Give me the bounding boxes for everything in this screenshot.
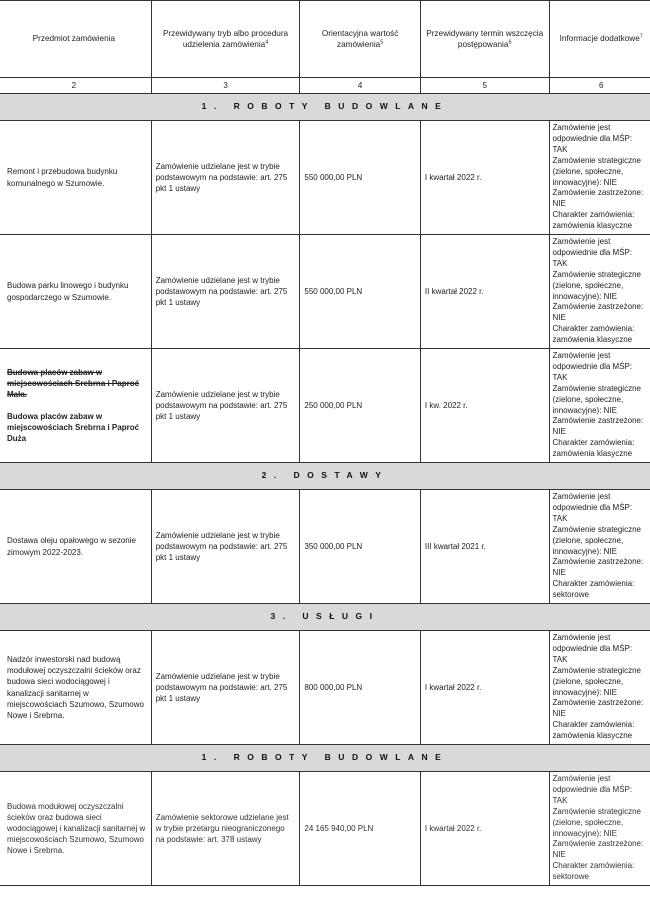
cell-term: I kw. 2022 r. [420, 349, 549, 463]
cell-term: I kwartał 2022 r. [420, 121, 549, 235]
info-line: Zamówienie strategiczne (zielone, społeczne, innowacyjne): NIE [552, 665, 641, 697]
cell-term: I kwartał 2022 r. [420, 772, 549, 886]
table-row [0, 235, 650, 349]
column-number: 3 [151, 78, 300, 94]
info-line: Zamówienie jest odpowiednie dla MŚP: TAK [552, 492, 633, 523]
cell-value: 24 165 940,00 PLN [300, 772, 421, 886]
info-line: Zamówienie zastrzeżone: NIE [552, 557, 644, 578]
column-number: 4 [300, 78, 421, 94]
info-line: Zamówienie strategiczne (zielone, społeczne, innowacyjne): NIE [552, 155, 641, 187]
info-line: Charakter zamówienia: zamówienia klasyczne [552, 720, 635, 740]
info-line: Zamówienie jest odpowiednie dla MŚP: TAK [552, 633, 633, 664]
table-row [0, 349, 650, 463]
column-number-row [0, 78, 650, 94]
table-row [0, 631, 650, 745]
table-row [0, 772, 650, 886]
cell-term: II kwartał 2022 r. [420, 235, 549, 349]
header-info: Informacje dodatkowe$^7$ [549, 1, 650, 78]
section-row [0, 604, 650, 631]
section-row [0, 745, 650, 772]
info-line: Zamówienie zastrzeżone: NIE [552, 188, 644, 209]
info-line: Zamówienie jest odpowiednie dla MŚP: TAK [552, 237, 633, 268]
cell-subject: Remont i przebudowa budynku komunalnego w Szumowie. [0, 121, 151, 235]
info-line: Zamówienie strategiczne (zielone, społeczne, innowacyjne): NIE [552, 383, 641, 415]
info-line: Zamówienie zastrzeżone: NIE [552, 698, 644, 719]
column-number: 5 [420, 78, 549, 94]
cell-subject: Budowa modułowej oczyszczalni ścieków oraz budowa sieci wodociągowej i kanalizacji sanitarnej w miejscowościach Szumowo, Szumowo Nowe i Srebrna. [0, 772, 151, 886]
info-line: Charakter zamówienia: sektorowe [552, 861, 635, 881]
cell-mode: Zamówienie udzielane jest w trybie podstawowym na podstawie: art. 275 pkt 1 ustawy [151, 490, 300, 604]
cell-value: 550 000,00 PLN [300, 121, 421, 235]
section-title: 1. ROBOTY BUDOWLANE [0, 745, 650, 772]
info-line: Charakter zamówienia: sektorowe [552, 579, 635, 599]
header-subject: Przedmiot zamówienia [0, 1, 151, 78]
cell-term: III kwartał 2021 r. [420, 490, 549, 604]
section-row [0, 94, 650, 121]
cell-mode: Zamówienie udzielane jest w trybie podstawowym na podstawie: art. 275 pkt 1 ustawy [151, 349, 300, 463]
header-term: Przewidywany termin wszczęcia postępowania$^6$ [420, 1, 549, 78]
cell-mode: Zamówienie sektorowe udzielane jest w trybie przetargu nieograniczonego na podstawie: art. 378 ustawy [151, 772, 300, 886]
column-number: 2 [0, 78, 151, 94]
cell-subject: Dostawa oleju opałowego w sezonie zimowym 2022-2023. [0, 490, 151, 604]
cell-info [549, 490, 650, 604]
cell-info [549, 772, 650, 886]
cell-value: 350 000,00 PLN [300, 490, 421, 604]
cell-subject: Budowa parku linowego i budynku gospodarczego w Szumowie. [0, 235, 151, 349]
table-header-row [0, 1, 650, 78]
info-line: Charakter zamówienia: zamówienia klasyczne [552, 210, 635, 230]
cell-value: 550 000,00 PLN [300, 235, 421, 349]
cell-term: I kwartał 2022 r. [420, 631, 549, 745]
info-line: Zamówienie jest odpowiednie dla MŚP: TAK [552, 774, 633, 805]
info-line: Zamówienie strategiczne (zielone, społeczne, innowacyjne): NIE [552, 806, 641, 838]
info-line: Zamówienie zastrzeżone: NIE [552, 839, 644, 860]
info-line: Zamówienie jest odpowiednie dla MŚP: TAK [552, 123, 633, 154]
info-line: Zamówienie strategiczne (zielone, społeczne, innowacyjne): NIE [552, 269, 641, 301]
table-row [0, 121, 650, 235]
cell-value: 250 000,00 PLN [300, 349, 421, 463]
cell-info [549, 121, 650, 235]
cell-info [549, 631, 650, 745]
cell-mode: Zamówienie udzielane jest w trybie podstawowym na podstawie: art. 275 pkt 1 ustawy [151, 121, 300, 235]
cell-info [549, 349, 650, 463]
section-row [0, 463, 650, 490]
cell-subject: Nadzór inwestorski nad budową modułowej oczyszczalni ścieków oraz budowa sieci wodociągowej i kanalizacji sanitarnej w miejscowościach Szumowo, Szumowo Nowe i Srebrna. [0, 631, 151, 745]
cell-info [549, 235, 650, 349]
column-number: 6 [549, 78, 650, 94]
header-value: Orientacyjna wartość zamówienia$^5$ [300, 1, 421, 78]
cell-mode: Zamówienie udzielane jest w trybie podstawowym na podstawie: art. 275 pkt 1 ustawy [151, 631, 300, 745]
table-row [0, 490, 650, 604]
info-line: Zamówienie zastrzeżone: NIE [552, 416, 644, 437]
info-line: Zamówienie jest odpowiednie dla MŚP: TAK [552, 351, 633, 382]
cell-value: 800 000,00 PLN [300, 631, 421, 745]
section-title: 1. ROBOTY BUDOWLANE [0, 94, 650, 121]
section-title: 2. DOSTAWY [0, 463, 650, 490]
header-mode: Przewidywany tryb albo procedura udzielenia zamówienia$^4$ [151, 1, 300, 78]
cell-subject [0, 349, 151, 463]
info-line: Zamówienie strategiczne (zielone, społeczne, innowacyjne): NIE [552, 524, 641, 556]
info-line: Zamówienie zastrzeżone: NIE [552, 302, 644, 323]
amended-subject: Budowa placów zabaw w miejscowościach Srebrna i Paproć Duża [7, 411, 140, 443]
info-line: Charakter zamówienia: zamówienia klasyczne [552, 324, 635, 344]
struck-subject: Budowa placów zabaw w miejscowościach Srebrna i Paproć Mała. [7, 368, 140, 400]
section-title: 3. USŁUGI [0, 604, 650, 631]
cell-mode: Zamówienie udzielane jest w trybie podstawowym na podstawie: art. 275 pkt 1 ustawy [151, 235, 300, 349]
info-line: Charakter zamówienia: zamówienia klasyczne [552, 438, 635, 458]
